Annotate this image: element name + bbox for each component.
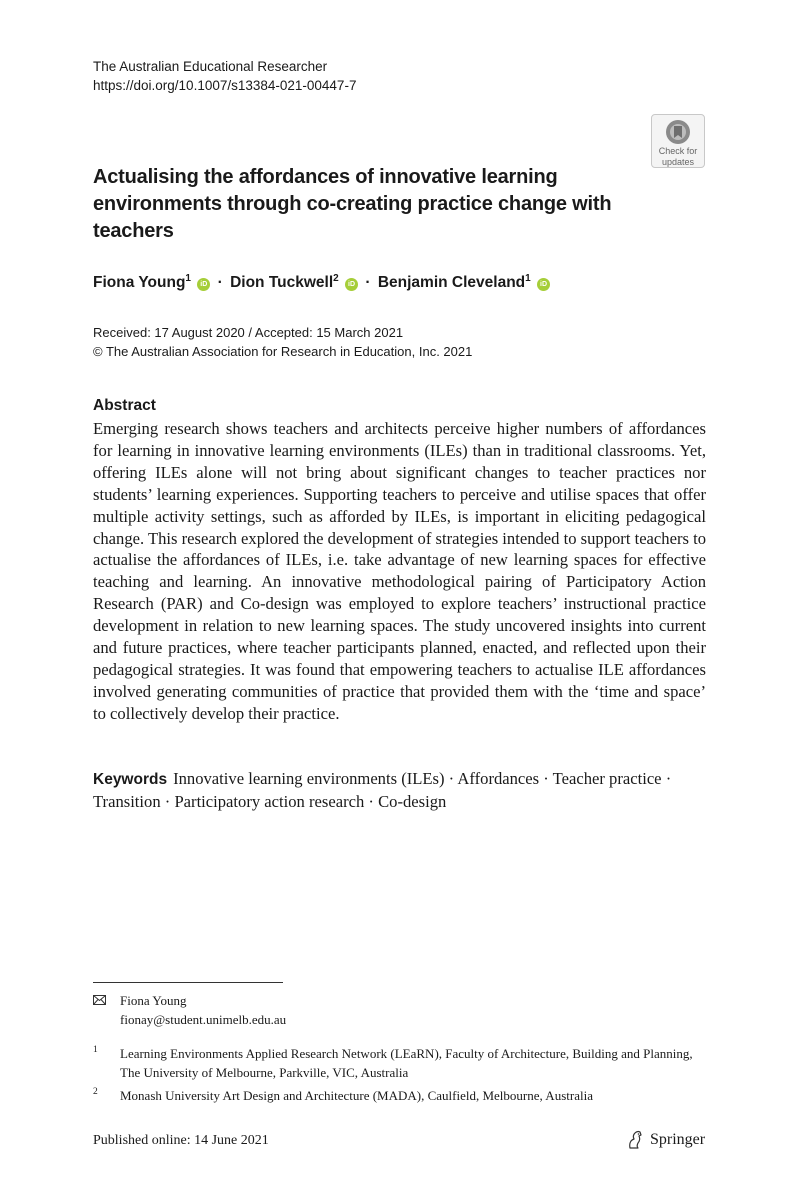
published-date: Published online: 14 June 2021 <box>93 1133 269 1148</box>
orcid-icon[interactable]: iD <box>197 278 210 291</box>
publisher-name: Springer <box>650 1131 706 1148</box>
affiliation <box>93 1044 706 1082</box>
article-dates <box>93 323 472 361</box>
springer-horse-icon <box>626 1130 644 1150</box>
received-accepted-dates: Received: 17 August 2020 / Accepted: 15 March 2021 <box>93 325 404 340</box>
publisher-logo <box>626 1130 705 1150</box>
corresponding-author-email[interactable]: fionay@student.unimelb.edu.au <box>120 1012 287 1027</box>
copyright-notice: © The Australian Association for Research in Education, Inc. 2021 <box>93 344 473 359</box>
author-affiliation-sup: 2 <box>333 273 339 284</box>
author-list <box>93 273 550 292</box>
envelope-icon <box>93 995 106 1005</box>
author-name[interactable]: Fiona Young <box>93 274 186 292</box>
article-title: Actualising the affordances of innovative learning environments through co-creating practice change with teachers <box>93 166 612 242</box>
affiliation-text: Learning Environments Applied Research Network (LEaRN), Faculty of Architecture, Building and Planning, The University of Melbourne, Parkville, VIC, Australia <box>120 1046 693 1080</box>
affiliation <box>93 1086 706 1105</box>
affiliation-text: Monash University Art Design and Architecture (MADA), Caulfield, Melbourne, Australia <box>120 1088 593 1103</box>
orcid-icon[interactable]: iD <box>537 278 550 291</box>
keywords-label: Keywords <box>93 771 168 788</box>
journal-header <box>93 57 356 95</box>
corresponding-author <box>93 991 286 1029</box>
keywords-text: Innovative learning environments (ILEs) · Affordances · Teacher practice · Transition · Participatory action research · Co-design <box>93 769 672 811</box>
orcid-icon[interactable]: iD <box>345 278 358 291</box>
check-for-updates-badge[interactable] <box>651 114 705 168</box>
abstract-heading: Abstract <box>93 397 156 414</box>
author-name[interactable]: Benjamin Cleveland <box>377 274 526 292</box>
author-separator: · <box>365 274 371 292</box>
corresponding-author-name: Fiona Young <box>120 993 187 1008</box>
bookmark-icon <box>665 119 691 145</box>
author-affiliation-sup: 1 <box>525 273 531 284</box>
author-name[interactable]: Dion Tuckwell <box>230 274 334 292</box>
badge-line-2: updates <box>661 157 695 167</box>
keywords-section <box>93 768 706 813</box>
affiliation-number: 2 <box>93 1087 98 1097</box>
affiliation-number: 1 <box>93 1045 98 1055</box>
journal-name: The Australian Educational Researcher <box>93 59 328 74</box>
doi-link[interactable]: https://doi.org/10.1007/s13384-021-00447-7 <box>93 78 357 93</box>
author-separator: · <box>217 274 223 292</box>
footnote-divider <box>93 982 283 983</box>
abstract-text: Emerging research shows teachers and architects perceive higher numbers of affordances for learning in innovative learning environments (ILEs) than in traditional classrooms. Yet, offering ILEs alone will not bring about significant changes to teacher practices nor students’ learning experiences. Supporting teachers to perceive and utilise spaces that offer multiple activity settings, such as afforded by ILEs, is important in eliciting pedagogical change. This research explored the development of strategies intended to support teachers to actualise the affordances of ILEs, i.e. take advantage of new learning spaces for effective teaching and learning. An innovative methodological pairing of Participatory Action Research (PAR) and Co-design was employed to explore teachers’ instructional practice development in relation to new learning spaces. The study uncovered insights into current and future practices, where teacher participants planned, enacted, and reflected upon their pedagogical strategies. It was found that empowering teachers to actualise ILE affordances involved generating communities of practice that provided them with the ‘time and space’ to collectively develop their practice. <box>93 419 706 723</box>
badge-line-1: Check for <box>658 146 698 156</box>
author-affiliation-sup: 1 <box>185 273 191 284</box>
